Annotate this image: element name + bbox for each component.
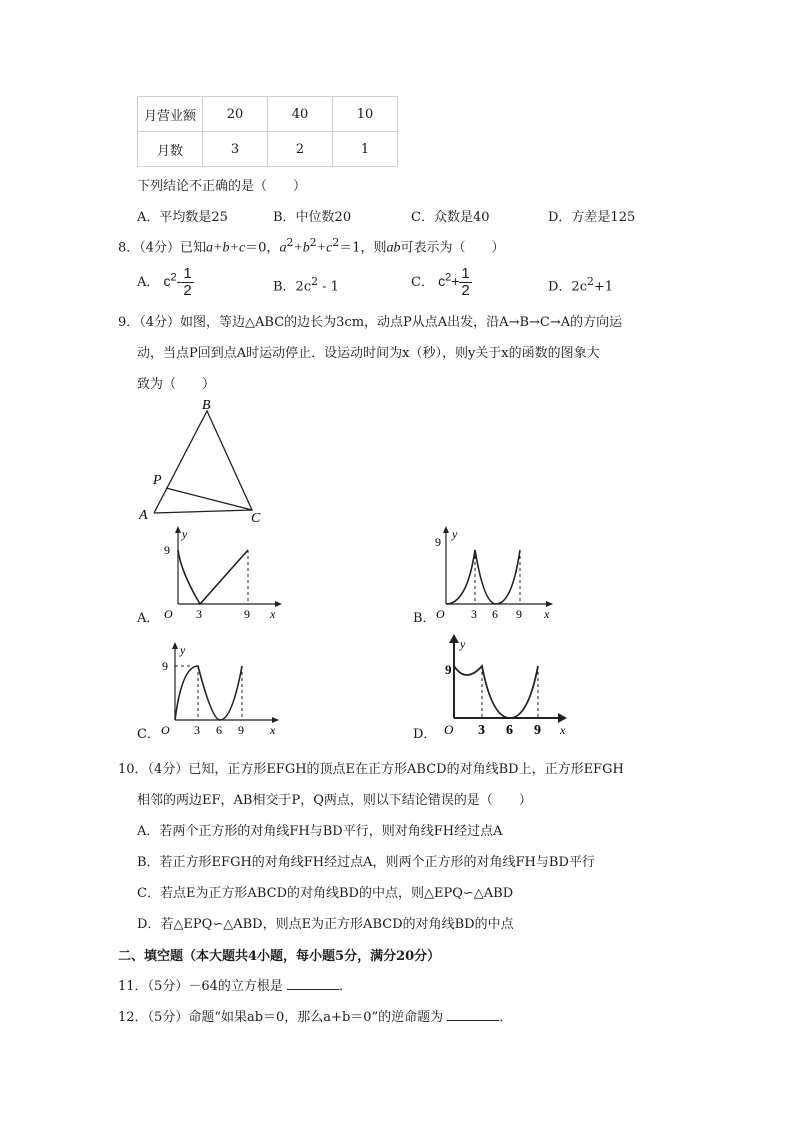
axis-label-x: x — [544, 607, 550, 621]
fraction-half: $\frac{1}{2}$ — [461, 265, 470, 299]
q8-stem: 8．（4分）已知a+b+c＝0，$a^2+b^2+c^2=1$，则ab可表示为（ ） — [118, 236, 505, 256]
origin-label: O — [164, 607, 173, 621]
q9-stem-line2: 动，当点P回到点A时运动停止．设运动时间为x（秒），则y关于x的函数的图象大 — [137, 346, 600, 361]
graph-option-c[interactable] — [160, 638, 285, 740]
tick-3: 3 — [194, 723, 200, 737]
graph-option-d[interactable] — [434, 632, 574, 740]
tick-9: 9 — [164, 543, 170, 557]
label-c: C — [251, 511, 261, 525]
q8-option-c[interactable]: C． $c^2+$ $\frac{1}{2}$ — [411, 265, 470, 299]
tick-9-x: 9 — [534, 723, 541, 738]
table-cell: 月营业额 — [138, 97, 203, 132]
axis-label-y: y — [460, 637, 466, 651]
q9-option-a-label[interactable]: A． — [137, 611, 160, 626]
axis-label-y: y — [452, 527, 458, 541]
origin-label: O — [436, 607, 445, 621]
table-cell: 3 — [203, 132, 268, 167]
q10-stem-line1: 10．（4分）已知，正方形EFGH的顶点E在正方形ABCD的对角线BD上，正方形EFGH — [118, 762, 624, 777]
tick-9-x: 9 — [238, 723, 244, 737]
q10-option-d[interactable]: D．若△EPQ∽△ABD，则点E为正方形ABCD的对角线BD的中点 — [137, 917, 514, 932]
answer-blank[interactable] — [447, 1008, 499, 1021]
tick-6: 6 — [506, 723, 513, 738]
revenue-table — [137, 96, 398, 167]
axis-label-x: x — [270, 607, 276, 621]
tick-3: 3 — [478, 723, 485, 738]
table-cell: 40 — [268, 97, 333, 132]
q9-option-b-label[interactable]: B． — [413, 611, 436, 626]
q7-stem: 下列结论不正确的是（ ） — [137, 179, 307, 194]
section-heading: 二、填空题（本大题共4小题，每小题5分，满分20分） — [118, 949, 441, 964]
label-p: P — [153, 473, 162, 488]
tick-9-x: 9 — [244, 607, 250, 621]
axis-label-y: y — [180, 643, 186, 657]
q7-option-b[interactable]: B．中位数20 — [273, 210, 352, 225]
fraction-half: $\frac{1}{2}$ — [183, 265, 192, 299]
q7-option-d[interactable]: D．方差是125 — [548, 210, 636, 225]
label-a: A — [139, 508, 148, 523]
q9-option-c-label[interactable]: C． — [137, 727, 160, 742]
tick-3: 3 — [196, 607, 202, 621]
q9-stem-line1: 9．（4分）如图，等边△ABC的边长为3cm，动点P从点A出发，沿A→B→C→A的方向运 — [118, 315, 623, 330]
q7-option-c[interactable]: C．众数是40 — [411, 210, 490, 225]
origin-label: O — [444, 722, 454, 737]
answer-blank[interactable] — [287, 977, 339, 990]
graph-option-a[interactable] — [160, 522, 285, 624]
q10-option-a[interactable]: A．若两个正方形的对角线FH与BD平行，则对角线FH经过点A — [137, 824, 503, 839]
q9-stem-line3: 致为（ ） — [137, 377, 216, 392]
q10-stem-line2: 相邻的两边EF，AB相交于P，Q两点，则以下结论错误的是（ ） — [137, 793, 532, 808]
q11: 11．（5分）－64的立方根是 ． — [118, 979, 353, 994]
tick-6: 6 — [492, 607, 498, 621]
tick-3: 3 — [471, 607, 477, 621]
q8-option-a[interactable]: A． $c^2-$ $\frac{1}{2}$ — [137, 265, 192, 299]
tick-9: 9 — [162, 659, 168, 673]
tick-9: 9 — [435, 535, 441, 549]
axis-label-x: x — [270, 723, 276, 737]
graph-option-b[interactable] — [434, 522, 559, 624]
q12: 12．（5分）命题“如果ab＝0，那么a+b＝0”的逆命题为 ． — [118, 1010, 513, 1025]
axis-label-x: x — [560, 723, 566, 737]
table-row — [138, 97, 398, 132]
tick-6: 6 — [216, 723, 222, 737]
tick-9-x: 9 — [516, 607, 522, 621]
table-cell: 20 — [203, 97, 268, 132]
table-cell: 10 — [333, 97, 398, 132]
table-cell: 1 — [333, 132, 398, 167]
q10-option-c[interactable]: C．若点E为正方形ABCD的对角线BD的中点，则△EPQ∽△ABD — [137, 886, 514, 901]
q8-option-d[interactable]: D．$2c^2+1$ — [548, 275, 614, 295]
table-cell: 2 — [268, 132, 333, 167]
axis-label-y: y — [182, 527, 188, 541]
origin-label: O — [161, 723, 170, 737]
label-b: B — [202, 398, 211, 413]
triangle-figure — [130, 395, 280, 525]
table-cell: 月数 — [138, 132, 203, 167]
q7-option-a[interactable]: A．平均数是25 — [137, 210, 228, 225]
tick-9: 9 — [445, 662, 452, 677]
q9-option-d-label[interactable]: D． — [413, 727, 437, 742]
q10-option-b[interactable]: B．若正方形EFGH的对角线FH经过点A，则两个正方形的对角线FH与BD平行 — [137, 855, 595, 870]
table-row — [138, 132, 398, 167]
q8-option-b[interactable]: B．$2c^2 - 1$ — [273, 275, 339, 295]
